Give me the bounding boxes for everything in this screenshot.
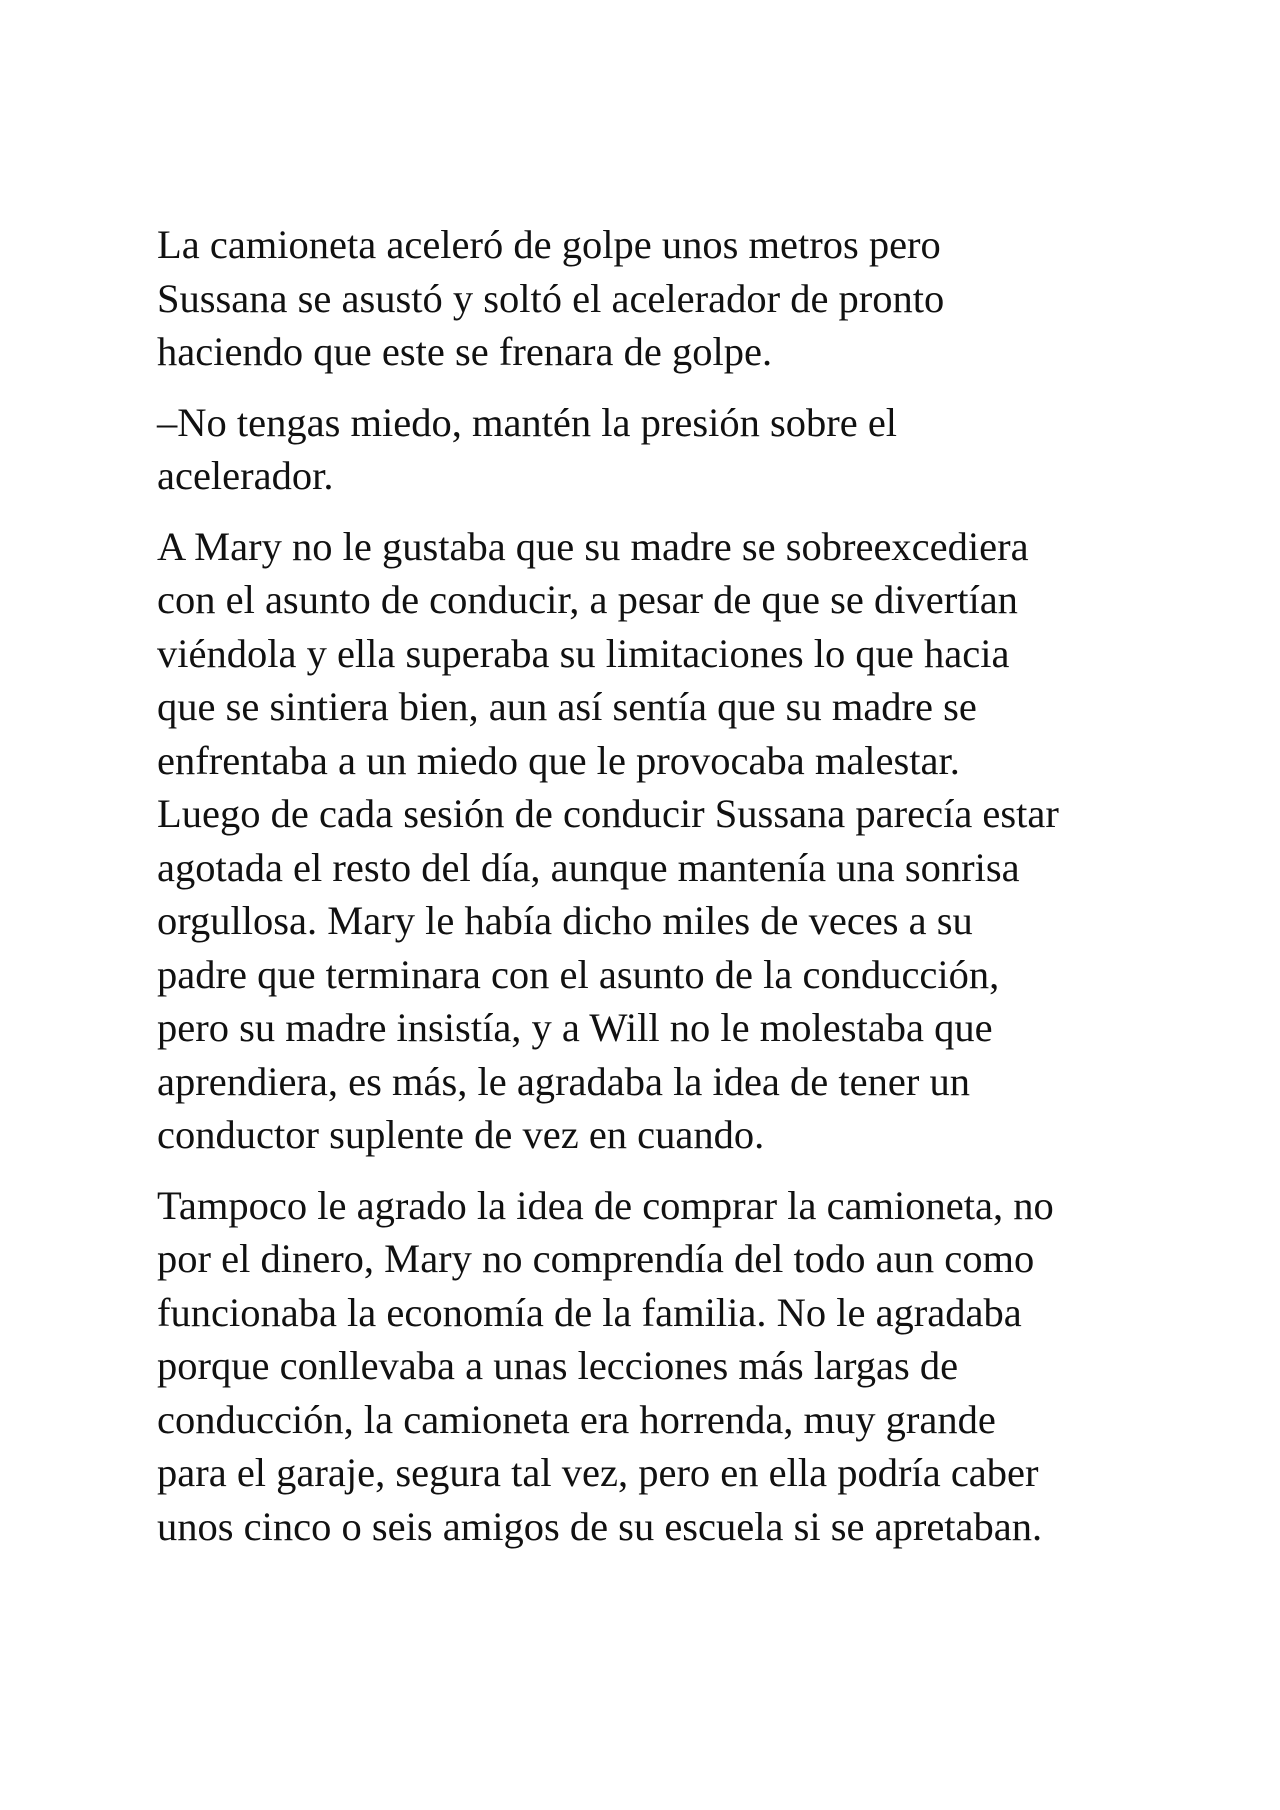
text-line: conducción, la camioneta era horrenda, muy grande [157, 1396, 996, 1442]
text-line: aprendiera, es más, le agradaba la idea de tener un [157, 1058, 970, 1104]
text-line: unos cinco o seis amigos de su escuela si se apretaban. [157, 1503, 1043, 1549]
text-line: porque conllevaba a unas lecciones más largas de [157, 1343, 959, 1388]
text-line: que se sintiera bien, aun así sentía que su madre se [157, 684, 977, 729]
text-line: con el asunto de conducir, a pesar de que se divertían [157, 577, 1018, 622]
paragraph-3 [157, 520, 1157, 1162]
body-text [157, 218, 1157, 1570]
text-line: Luego de cada sesión de conducir Sussana parecía estar [157, 791, 1059, 836]
text-line: pero su madre insistía, y a Will no le molestaba que [157, 1005, 993, 1050]
text-line: Sussana se asustó y soltó el acelerador de pronto [157, 275, 945, 321]
text-line: funcionaba la economía de la familia. No le agradaba [157, 1289, 1022, 1335]
text-line: enfrentaba a un miedo que le provocaba malestar. [157, 737, 960, 783]
text-line: padre que terminara con el asunto de la conducción, [157, 951, 1000, 997]
text-line: para el garaje, segura tal vez, pero en ella podría caber [157, 1450, 1039, 1495]
text-line: Tampoco le agrado la idea de comprar la camioneta, no [157, 1182, 1054, 1228]
text-line: agotada el resto del día, aunque mantenía una sonrisa [157, 844, 1020, 890]
text-line: –No tengas miedo, mantén la presión sobre el [157, 399, 898, 445]
text-line: La camioneta aceleró de golpe unos metros pero [157, 222, 941, 267]
text-line: acelerador. [157, 453, 334, 498]
text-line: viéndola y ella superaba su limitaciones lo que hacia [157, 630, 1010, 676]
paragraph-1 [157, 218, 1157, 379]
paragraph-2 [157, 396, 1157, 503]
text-line: haciendo que este se frenara de golpe. [157, 329, 773, 374]
paragraph-4 [157, 1179, 1157, 1554]
text-line: A Mary no le gustaba que su madre se sobreexcediera [157, 523, 1029, 569]
text-line: conductor suplente de vez en cuando. [157, 1112, 765, 1157]
text-line: por el dinero, Mary no comprendía del todo aun como [157, 1236, 1035, 1281]
text-line: orgullosa. Mary le había dicho miles de veces a su [157, 898, 973, 943]
